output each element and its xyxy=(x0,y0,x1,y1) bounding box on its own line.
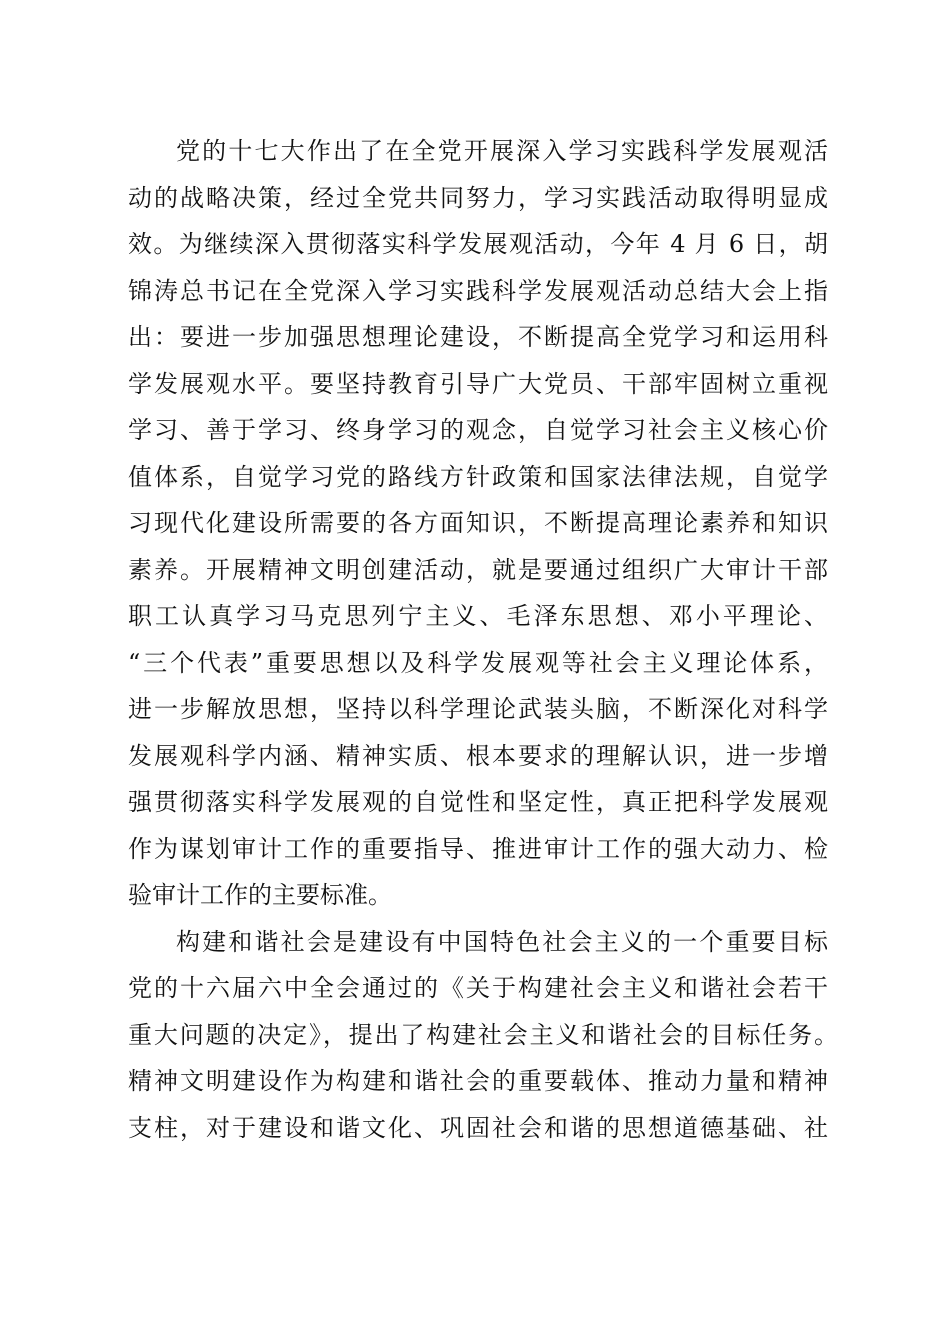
text-line: 党的十六届六中全会通过的《关于构建社会主义和谐社会若干 xyxy=(128,974,828,1002)
text-line: 进一步解放思想，坚持以科学理论武装头脑，不断深化对科学 xyxy=(128,695,828,723)
text-line: 动的战略决策，经过全党共同努力，学习实践活动取得明显成 xyxy=(128,183,828,212)
text-line: 精神文明建设作为构建和谐社会的重要载体、推动力量和精神 xyxy=(128,1067,828,1095)
text-line: “三个代表”重要思想以及科学发展观等社会主义理论体系， xyxy=(128,648,828,677)
text-line: 素养。开展精神文明创建活动，就是要通过组织广大审计干部 xyxy=(128,555,828,584)
text-line: 出：要进一步加强思想理论建设，不断提高全党学习和运用科 xyxy=(128,323,828,351)
text-line: 支柱，对于建设和谐文化、巩固社会和谐的思想道德基础、社 xyxy=(128,1113,828,1142)
document-body xyxy=(128,128,838,1151)
text-line: 职工认真学习马克思列宁主义、毛泽东思想、邓小平理论、 xyxy=(128,602,828,630)
text-line: 效。为继续深入贯彻落实科学发展观活动，今年 4 月 6 日，胡 xyxy=(128,230,828,258)
text-line: 发展观科学内涵、精神实质、根本要求的理解认识，进一步增 xyxy=(128,741,828,770)
text-line: 作为谋划审计工作的重要指导、推进审计工作的强大动力、检 xyxy=(128,834,828,863)
text-line: 验审计工作的主要标准。 xyxy=(128,881,392,909)
text-line: 党的十七大作出了在全党开展深入学习实践科学发展观活 xyxy=(176,137,828,165)
text-line: 锦涛总书记在全党深入学习实践科学发展观活动总结大会上指 xyxy=(128,276,828,305)
text-line: 习现代化建设所需要的各方面知识，不断提高理论素养和知识 xyxy=(128,509,828,537)
text-line: 值体系，自觉学习党的路线方针政策和国家法律法规，自觉学 xyxy=(128,462,828,491)
paragraph-2 xyxy=(128,919,838,1152)
text-line: 学习、善于学习、终身学习的观念，自觉学习社会主义核心价 xyxy=(128,416,828,444)
text-line: 强贯彻落实科学发展观的自觉性和坚定性，真正把科学发展观 xyxy=(128,788,828,816)
paragraph-1 xyxy=(128,128,828,919)
text-line: 构建和谐社会是建设有中国特色社会主义的一个重要目标 xyxy=(176,927,828,956)
text-line: 学发展观水平。要坚持教育引导广大党员、干部牢固树立重视 xyxy=(128,369,828,398)
text-line: 重大问题的决定》，提出了构建社会主义和谐社会的目标任务。 xyxy=(128,1020,838,1049)
